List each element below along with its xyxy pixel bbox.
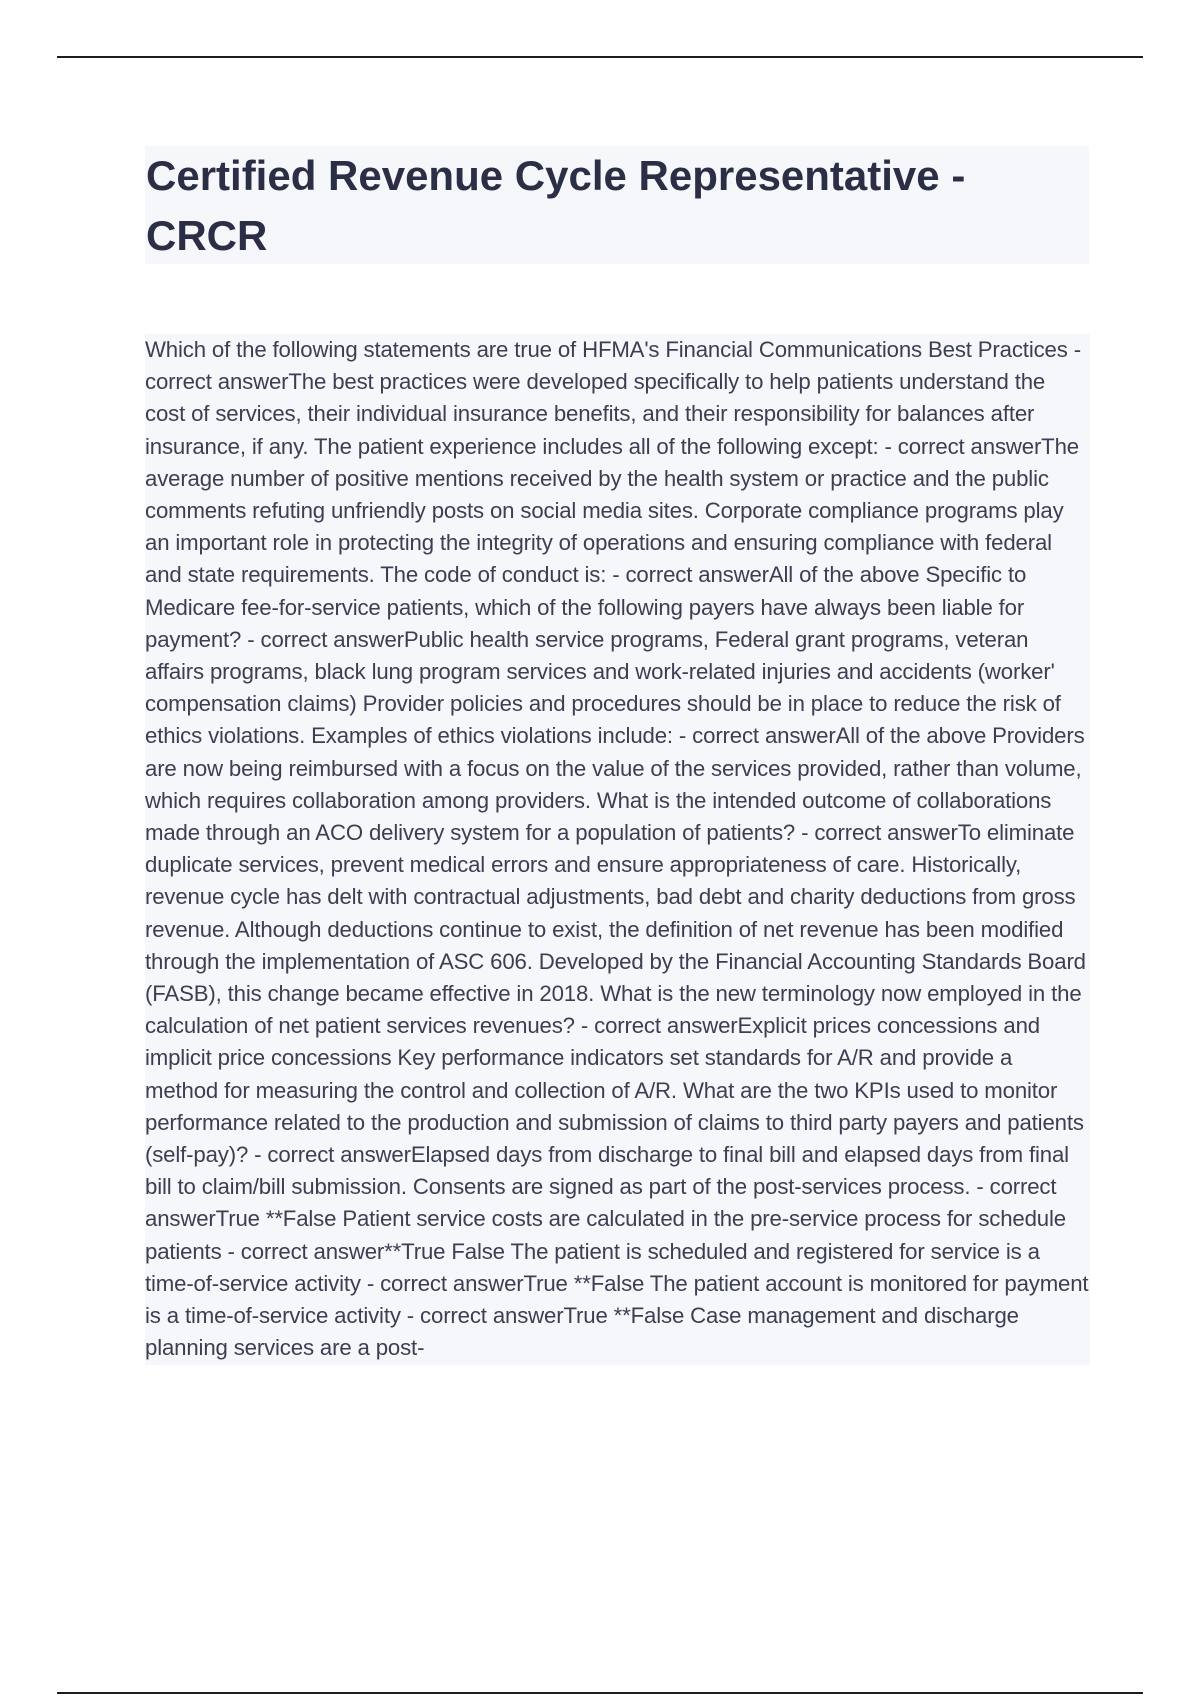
title-block bbox=[145, 146, 1089, 264]
body-block bbox=[145, 334, 1090, 1365]
header-rule bbox=[57, 56, 1143, 58]
footer-rule bbox=[57, 1692, 1143, 1694]
document-body-text: Which of the following statements are true of HFMA's Financial Communications Best Practices - correct answerThe best practices were developed specifically to help patients understand the cost of services, their individual insurance benefits, and their responsibility for balances after insurance, if any. The patient experience includes all of the following except: - correct answerThe average number of positive mentions received by the health system or practice and the public comments refuting unfriendly posts on social media sites. Corporate compliance programs play an important role in protecting the integrity of operations and ensuring compliance with federal and state requirements. The code of conduct is: - correct answerAll of the above Specific to Medicare fee-for-service patients, which of the following payers have always been liable for payment? - correct answerPublic health service programs, Federal grant programs, veteran affairs programs, black lung program services and work-related injuries and accidents (worker' compensation claims) Provider policies and procedures should be in place to reduce the risk of ethics violations. Examples of ethics violations include: - correct answerAll of the above Providers are now being reimbursed with a focus on the value of the services provided, rather than volume, which requires collaboration among providers. What is the intended outcome of collaborations made through an ACO delivery system for a population of patients? - correct answerTo eliminate duplicate services, prevent medical errors and ensure appropriateness of care. Historically, revenue cycle has delt with contractual adjustments, bad debt and charity deductions from gross revenue. Although deductions continue to exist, the definition of net revenue has been modified through the implementation of ASC 606. Developed by the Financial Accounting Standards Board (FASB), this change became effective in 2018. What is the new terminology now employed in the calculation of net patient services revenues? - correct answerExplicit prices concessions and implicit price concessions Key performance indicators set standards for A/R and provide a method for measuring the control and collection of A/R. What are the two KPIs used to monitor performance related to the production and submission of claims to third party payers and patients (self-pay)? - correct answerElapsed days from discharge to final bill and elapsed days from final bill to claim/bill submission. Consents are signed as part of the post-services process. - correct answerTrue **False Patient service costs are calculated in the pre-service process for schedule patients - correct answer**True False The patient is scheduled and registered for service is a time-of-service activity - correct answerTrue **False The patient account is monitored for payment is a time-of-service activity - correct answerTrue **False Case management and discharge planning services are a post- bbox=[145, 337, 1089, 1361]
document-title: Certified Revenue Cycle Representative - CRCR bbox=[146, 152, 966, 259]
